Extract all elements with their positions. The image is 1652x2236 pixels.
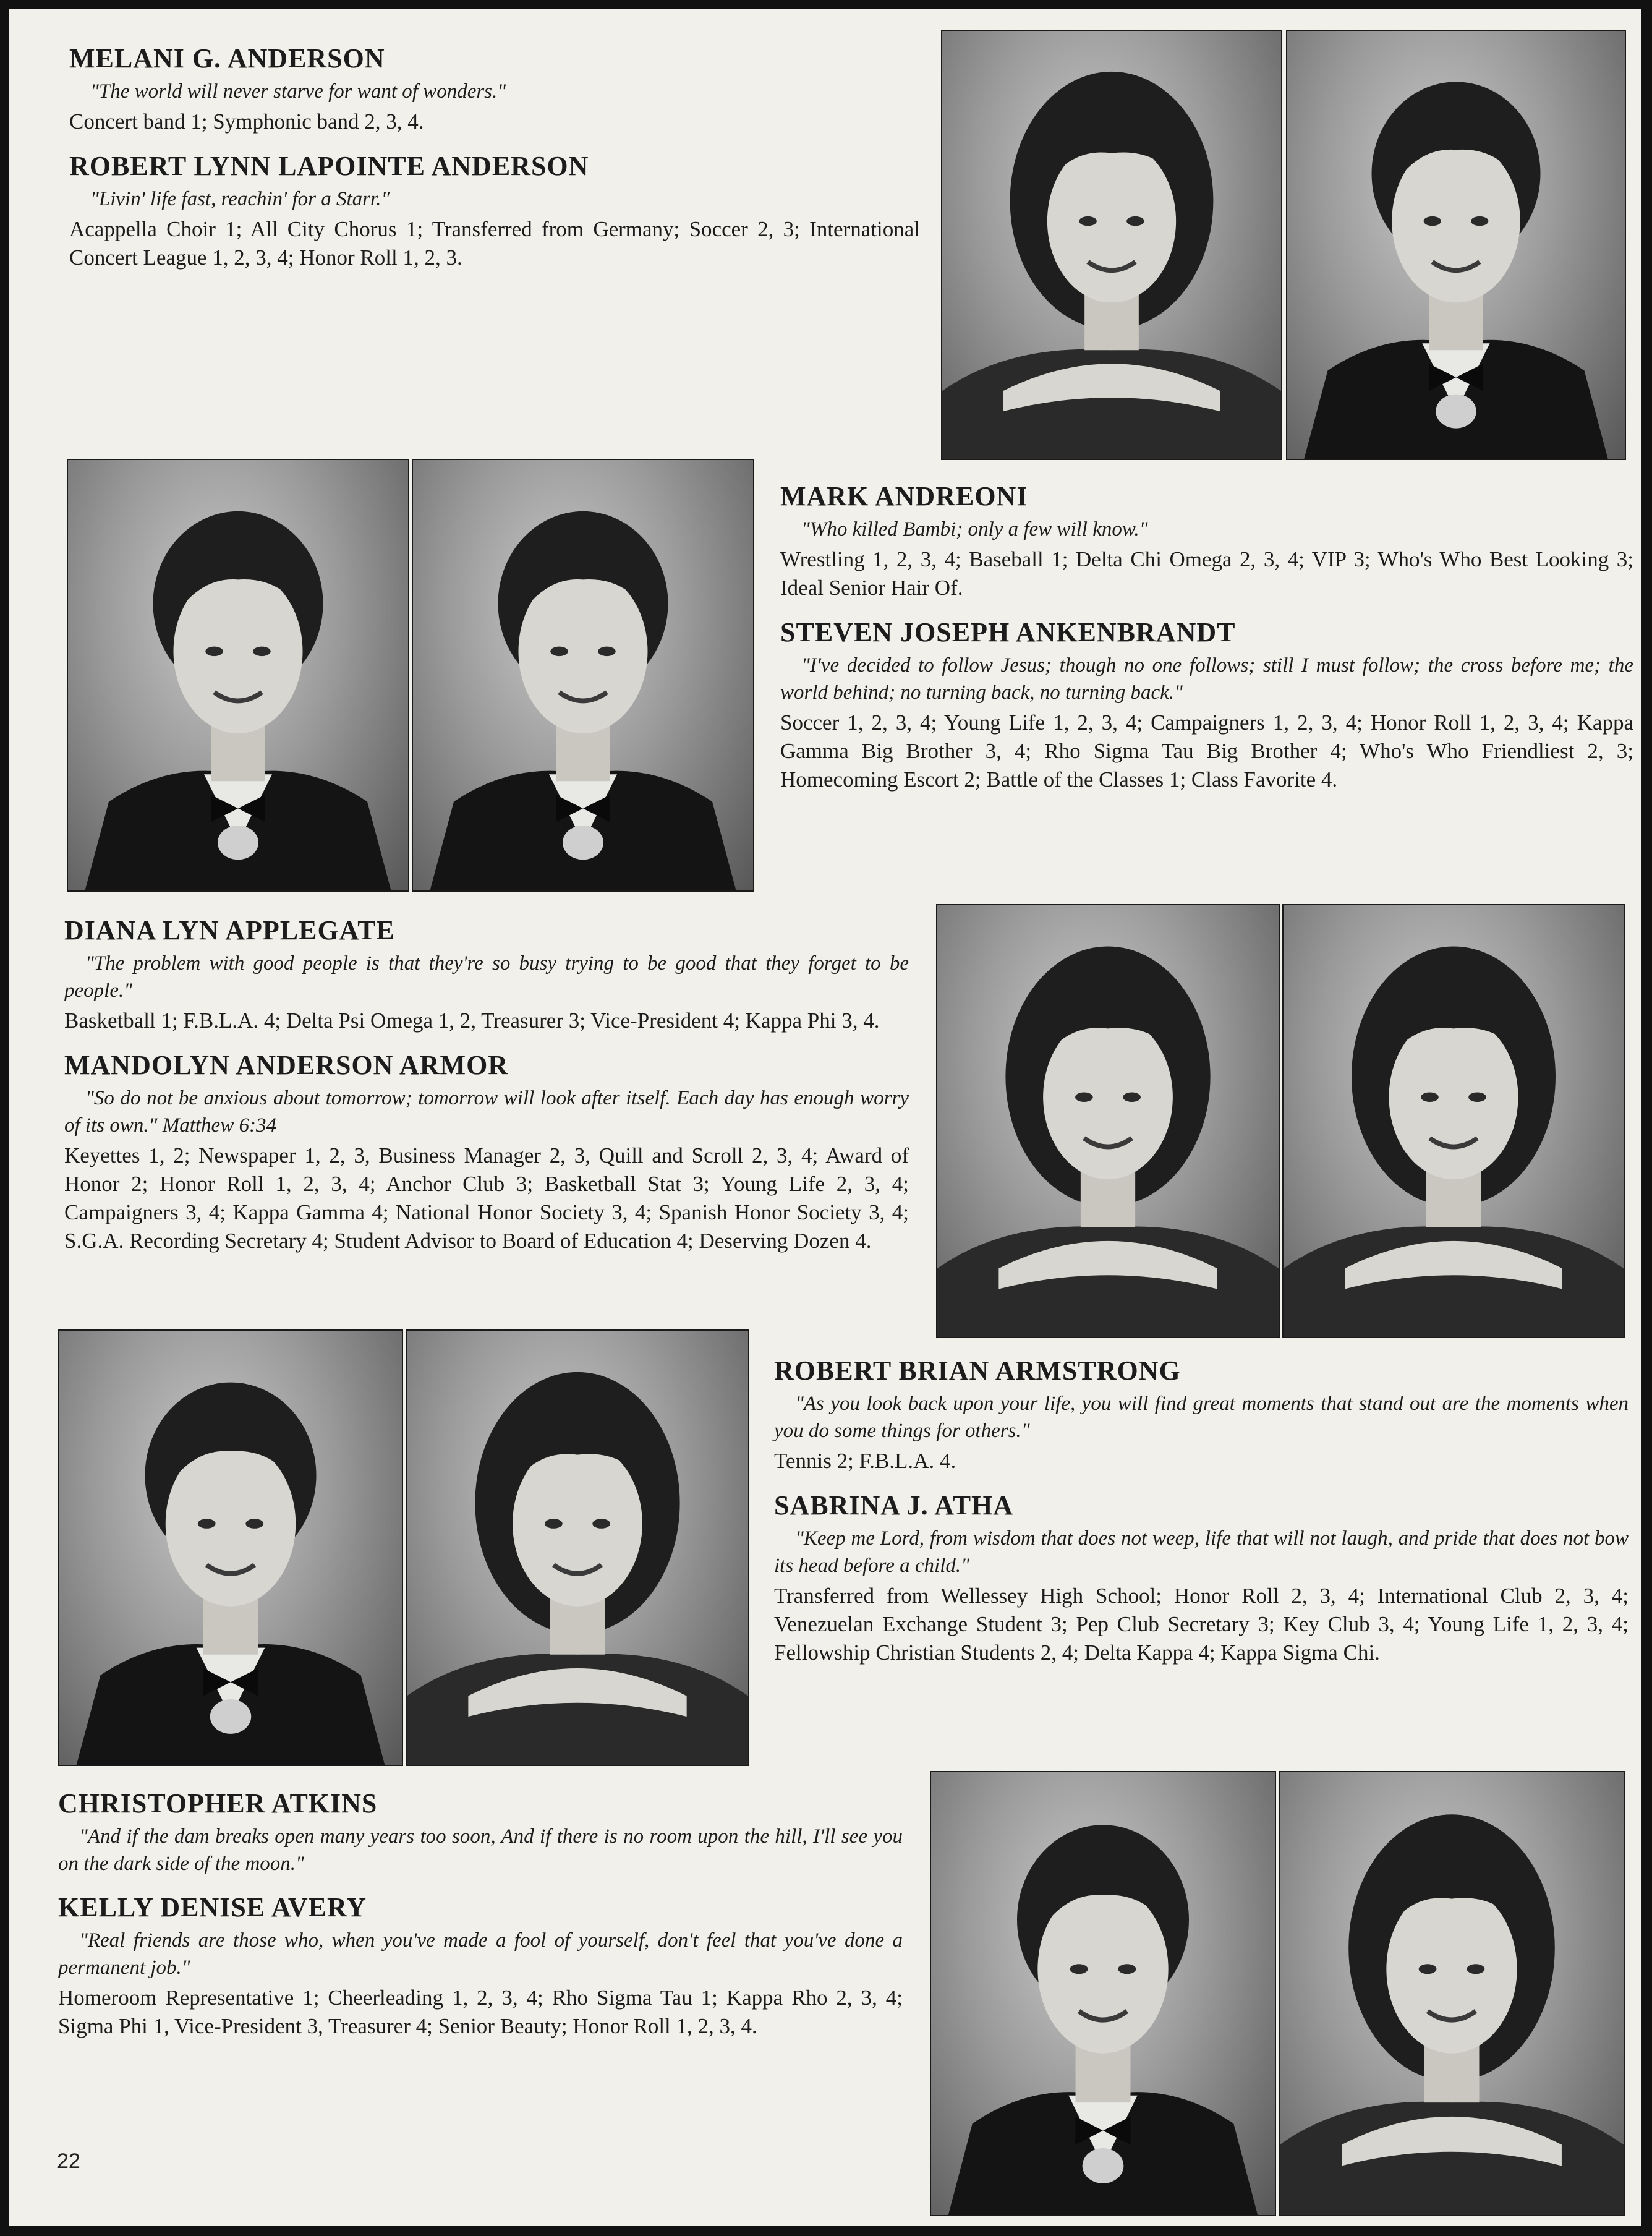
portrait-photo-robert-lapointe-anderson	[1286, 30, 1626, 460]
senior-quote: "Livin' life fast, reachin' for a Starr."	[90, 188, 390, 210]
senior-quote: "As you look back upon your life, you will find great moments that stand out are the moments when you do some things for others."	[774, 1393, 1629, 1442]
senior-entry-steven-ankenbrandt	[780, 616, 1633, 794]
senior-name: ROBERT BRIAN ARMSTRONG	[774, 1355, 1181, 1386]
senior-name: DIANA LYN APPLEGATE	[64, 915, 395, 945]
page-number: 22	[57, 2149, 80, 2173]
senior-quote: "The world will never starve for want of wonders."	[90, 80, 506, 103]
senior-quote: "The problem with good people is that they're so busy trying to be good that they forget to be people."	[64, 952, 909, 1002]
portrait-photo-mark-andreoni	[67, 459, 409, 892]
portrait-photo-christopher-atkins	[930, 1771, 1276, 2216]
portrait-silhouette	[937, 905, 1279, 1337]
senior-name: MELANI G. ANDERSON	[69, 43, 385, 74]
senior-activities: Homeroom Representative 1; Cheerleading 1, 2, 3, 4; Rho Sigma Tau 1; Kappa Rho 2, 3, 4; Sigma Phi 1, Vice-President 3, Treasurer 4; Senior Beauty; Honor Roll 1, 2, 3, 4.	[58, 1986, 903, 2038]
senior-name: CHRISTOPHER ATKINS	[58, 1788, 378, 1819]
senior-entry-melani-anderson	[69, 42, 920, 136]
senior-entry-sabrina-atha	[774, 1489, 1629, 1667]
senior-name: MANDOLYN ANDERSON ARMOR	[64, 1050, 509, 1080]
portrait-photo-mandolyn-armor	[1282, 904, 1625, 1338]
yearbook-page	[9, 9, 1641, 2226]
portrait-photo-steven-ankenbrandt	[412, 459, 754, 892]
senior-entry-diana-applegate	[64, 914, 909, 1035]
portrait-photo-sabrina-atha	[406, 1329, 749, 1766]
portrait-photo-melani-anderson	[941, 30, 1282, 460]
text-block-2	[780, 480, 1633, 808]
portrait-silhouette	[942, 31, 1281, 459]
text-block-4	[774, 1354, 1629, 1681]
portrait-silhouette	[68, 460, 408, 890]
senior-entry-robert-armstrong	[774, 1354, 1629, 1475]
senior-activities: Tennis 2; F.B.L.A. 4.	[774, 1449, 956, 1473]
senior-entry-kelly-avery	[58, 1891, 903, 2041]
portrait-silhouette	[407, 1331, 748, 1765]
senior-activities: Acappella Choir 1; All City Chorus 1; Transferred from Germany; Soccer 2, 3; International Concert League 1, 2, 3, 4; Honor Roll 1, 2, 3.	[69, 217, 920, 270]
portrait-photo-robert-armstrong	[58, 1329, 403, 1766]
portrait-photo-diana-applegate	[936, 904, 1280, 1338]
senior-name: KELLY DENISE AVERY	[58, 1892, 367, 1922]
senior-entry-christopher-atkins	[58, 1787, 903, 1877]
text-block-1	[69, 42, 920, 286]
portrait-silhouette	[1280, 1772, 1624, 2215]
senior-name: STEVEN JOSEPH ANKENBRANDT	[780, 617, 1236, 647]
senior-entry-mandolyn-armor	[64, 1049, 909, 1255]
senior-quote: "And if the dam breaks open many years too soon, And if there is no room upon the hill, I'll see you on the dark side of the moon."	[58, 1825, 903, 1875]
senior-entry-robert-lapointe-anderson	[69, 150, 920, 272]
senior-entry-mark-andreoni	[780, 480, 1633, 602]
senior-quote: "I've decided to follow Jesus; though no one follows; still I must follow; the cross before me; the world behind; no turning back, no turning back."	[780, 654, 1633, 704]
senior-quote: "Keep me Lord, from wisdom that does not weep, life that will not laugh, and pride that does not bow its head before a child."	[774, 1527, 1629, 1577]
portrait-silhouette	[1287, 31, 1625, 459]
senior-activities: Concert band 1; Symphonic band 2, 3, 4.	[69, 109, 424, 134]
senior-activities: Basketball 1; F.B.L.A. 4; Delta Psi Omega 1, 2, Treasurer 3; Vice-President 4; Kappa Phi 3, 4.	[64, 1009, 880, 1033]
portrait-photo-kelly-avery	[1279, 1771, 1625, 2216]
senior-activities: Keyettes 1, 2; Newspaper 1, 2, 3, Business Manager 2, 3, Quill and Scroll 2, 3, 4; Award of Honor 2; Honor Roll 1, 2, 3, 4; Anchor Club 3; Basketball Stat 3; Young Life 2, 3, 4; Campaigners 3, 4; Kappa Gamma 4; National Honor Society 3, 4; Spanish Honor Society 3, 4; S.G.A. Recording Secretary 4; Student Advisor to Board of Education 4; Deserving Dozen 4.	[64, 1143, 909, 1253]
portrait-silhouette	[59, 1331, 402, 1765]
senior-activities: Transferred from Wellessey High School; Honor Roll 2, 3, 4; International Club 2, 3, 4; Venezuelan Exchange Student 3; Pep Club Secretary 3; Key Club 3, 4; Young Life 1, 2, 3, 4; Fellowship Christian Students 2, 4; Delta Kappa 4; Kappa Sigma Chi.	[774, 1584, 1629, 1665]
text-block-5	[58, 1787, 903, 2054]
portrait-silhouette	[931, 1772, 1275, 2215]
senior-quote: "So do not be anxious about tomorrow; tomorrow will look after itself. Each day has enough worry of its own." Matthew 6:34	[64, 1087, 909, 1137]
text-block-3	[64, 914, 909, 1269]
senior-activities: Wrestling 1, 2, 3, 4; Baseball 1; Delta Chi Omega 2, 3, 4; VIP 3; Who's Who Best Looking 3; Ideal Senior Hair Of.	[780, 547, 1633, 600]
senior-name: ROBERT LYNN LAPOINTE ANDERSON	[69, 151, 589, 181]
senior-activities: Soccer 1, 2, 3, 4; Young Life 1, 2, 3, 4; Campaigners 1, 2, 3, 4; Honor Roll 1, 2, 3, 4; Kappa Gamma Big Brother 3, 4; Rho Sigma Tau Big Brother 4; Who's Who Friendliest 2, 3; Homecoming Escort 2; Battle of the Classes 1; Class Favorite 4.	[780, 710, 1633, 792]
senior-quote: "Who killed Bambi; only a few will know."	[801, 518, 1148, 540]
portrait-silhouette	[1284, 905, 1624, 1337]
senior-name: SABRINA J. ATHA	[774, 1490, 1014, 1521]
portrait-silhouette	[413, 460, 753, 890]
senior-quote: "Real friends are those who, when you've made a fool of yourself, don't feel that you've done a permanent job."	[58, 1929, 903, 1979]
senior-name: MARK ANDREONI	[780, 481, 1028, 511]
